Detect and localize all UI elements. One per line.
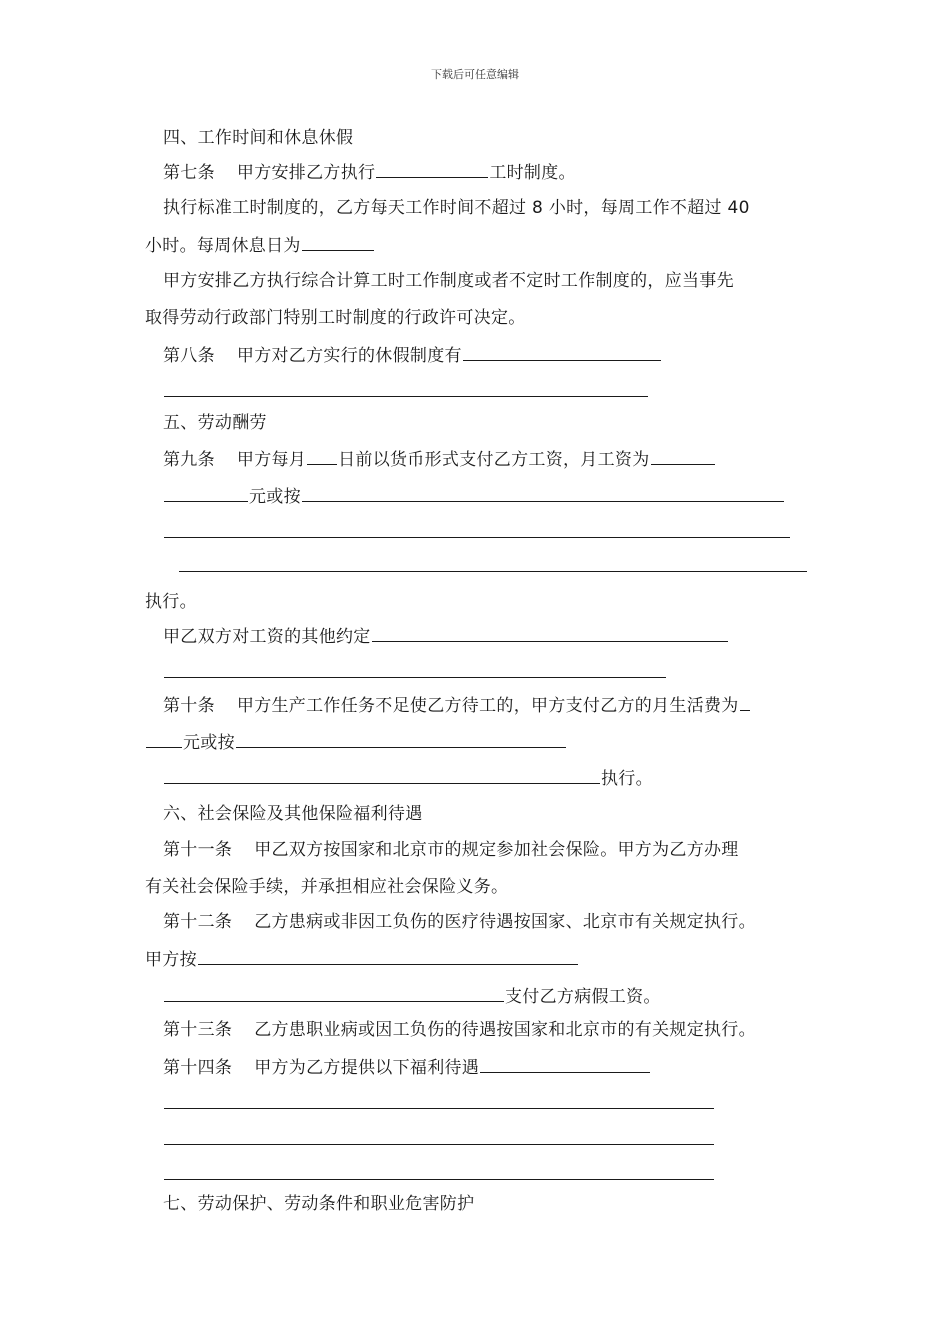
section-4-heading: 四、工作时间和休息休假	[163, 128, 354, 148]
living-allowance-basis-blank-2[interactable]	[164, 766, 600, 784]
article-8-blank-2[interactable]	[164, 379, 648, 397]
living-allowance-blank-2[interactable]	[146, 730, 182, 748]
article-14-line-2	[163, 1091, 715, 1115]
article-10-text-1: 甲方生产工作任务不足使乙方待工的，甲方支付乙方的月生活费为	[236, 696, 739, 716]
standard-hours-line-1: 执行标准工时制度的，乙方每天工作时间不超过 8 小时，每周工作不超过 40	[163, 198, 750, 218]
article-8	[163, 343, 662, 367]
standard-hours-line-2	[145, 233, 375, 257]
article-8-blank-1[interactable]	[463, 343, 661, 361]
article-10-text-2: 元或按	[183, 733, 235, 753]
article-12-text-2: 甲方按	[145, 950, 197, 970]
article-10-line-3	[163, 766, 653, 790]
article-8-text: 甲方对乙方实行的休假制度有	[236, 346, 462, 366]
article-8-label: 第八条	[163, 346, 215, 366]
article-9	[163, 447, 716, 471]
article-10-label: 第十条	[163, 696, 215, 716]
article-7-text-1: 甲方安排乙方执行	[236, 163, 376, 183]
benefits-blank-3[interactable]	[164, 1127, 714, 1145]
article-9-line-4	[178, 554, 808, 578]
monthly-wage-blank-1[interactable]	[651, 447, 715, 465]
wage-basis-blank-1[interactable]	[302, 484, 784, 502]
article-7-blank[interactable]	[376, 160, 488, 178]
article-9-text-2: 日前以货币形式支付乙方工资，月工资为	[338, 450, 650, 470]
article-9-label: 第九条	[163, 450, 215, 470]
sick-pay-blank-1[interactable]	[198, 947, 578, 965]
living-allowance-basis-blank-1[interactable]	[236, 730, 566, 748]
article-12-text-1: 乙方患病或非因工负伤的医疗待遇按国家、北京市有关规定执行。	[254, 912, 756, 932]
article-12-line-2	[145, 947, 579, 971]
article-11-label: 第十一条	[163, 840, 233, 860]
article-7-label: 第七条	[163, 163, 215, 183]
article-13	[163, 1019, 756, 1041]
article-14-text: 甲方为乙方提供以下福利待遇	[254, 1058, 480, 1078]
article-14-label: 第十四条	[163, 1058, 233, 1078]
special-hours-line-1: 甲方安排乙方执行综合计算工时工作制度或者不定时工作制度的，应当事先	[163, 271, 734, 291]
article-11-line-2: 有关社会保险手续，并承担相应社会保险义务。	[145, 877, 509, 897]
article-12-label: 第十二条	[163, 912, 233, 932]
section-6-heading: 六、社会保险及其他保险福利待遇	[163, 804, 423, 824]
article-9-line-3	[163, 520, 791, 544]
other-wage-line-2	[163, 660, 667, 684]
other-wage-text: 甲乙双方对工资的其他约定	[163, 627, 371, 647]
special-hours-line-2: 取得劳动行政部门特别工时制度的行政许可决定。	[145, 308, 526, 328]
article-9-end: 执行。	[145, 592, 197, 612]
article-9-line-2	[163, 484, 785, 508]
benefits-blank-4[interactable]	[164, 1162, 714, 1180]
section-7-heading: 七、劳动保护、劳动条件和职业危害防护	[163, 1194, 475, 1214]
article-11-text-1: 甲乙双方按国家和北京市的规定参加社会保险。甲方为乙方办理	[254, 840, 739, 860]
section-5-heading: 五、劳动酬劳	[163, 413, 267, 433]
wage-basis-blank-2[interactable]	[164, 520, 790, 538]
other-wage-agreement	[163, 624, 729, 648]
page-header-note: 下载后可任意编辑	[431, 68, 519, 81]
article-8-line-2	[163, 379, 649, 403]
sick-pay-blank-2[interactable]	[164, 984, 504, 1002]
article-9-text-3: 元或按	[249, 487, 301, 507]
benefits-blank-1[interactable]	[480, 1055, 650, 1073]
wage-basis-blank-3[interactable]	[179, 554, 807, 572]
article-13-text: 乙方患职业病或因工负伤的待遇按国家和北京市的有关规定执行。	[254, 1020, 756, 1040]
monthly-wage-blank-2[interactable]	[164, 484, 248, 502]
article-14-line-4	[163, 1162, 715, 1186]
article-10	[163, 693, 751, 717]
article-14	[163, 1055, 651, 1079]
living-allowance-blank-1[interactable]	[740, 693, 750, 711]
article-10-line-2	[145, 730, 567, 754]
article-13-label: 第十三条	[163, 1020, 233, 1040]
article-7-text-2: 工时制度。	[489, 163, 576, 183]
article-9-text-1: 甲方每月	[236, 450, 307, 470]
article-12-line-1	[163, 911, 756, 933]
other-wage-blank-1[interactable]	[372, 624, 728, 642]
rest-day-text: 小时。每周休息日为	[145, 236, 301, 256]
article-12-text-3: 支付乙方病假工资。	[505, 987, 661, 1007]
article-7	[163, 160, 576, 184]
benefits-blank-2[interactable]	[164, 1091, 714, 1109]
article-10-text-3: 执行。	[601, 769, 653, 789]
pay-day-blank[interactable]	[307, 447, 337, 465]
rest-day-blank[interactable]	[302, 233, 374, 251]
article-14-line-3	[163, 1127, 715, 1151]
article-11-line-1	[163, 839, 739, 861]
article-12-line-3	[163, 984, 661, 1008]
other-wage-blank-2[interactable]	[164, 660, 666, 678]
